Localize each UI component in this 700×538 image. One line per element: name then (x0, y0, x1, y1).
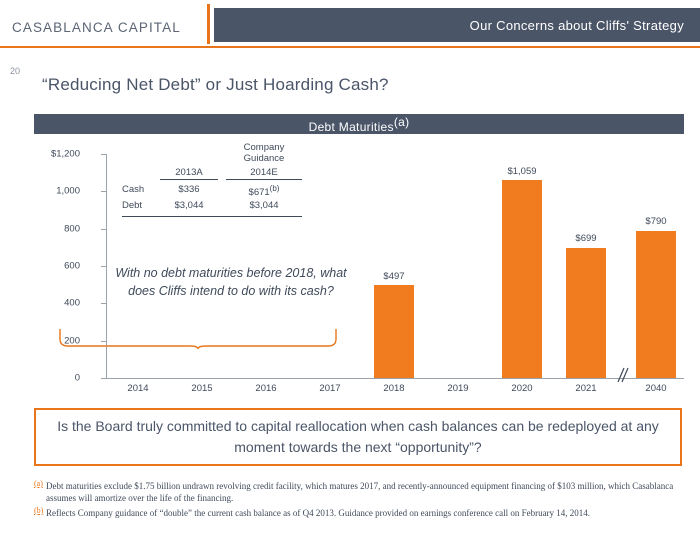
annotation-brace (54, 327, 344, 349)
x-tick-label-2014: 2014 (127, 383, 149, 394)
footnotes (34, 480, 684, 522)
table-cell-cash-2013a: $336 (178, 184, 200, 195)
page-title: “Reducing Net Debt” or Just Hoarding Cash? (42, 75, 389, 94)
table-bottom-rule (122, 216, 302, 217)
bar-label-2021: $699 (575, 233, 597, 244)
header-divider (207, 4, 210, 44)
y-tick-label: 0 (74, 372, 80, 384)
callout-text: Is the Board truly committed to capital reallocation when cash balances can be redeployed at any moment towards the next “opportunity”? (57, 418, 659, 455)
bar-2020 (502, 180, 542, 378)
bar-label-2040: $790 (645, 216, 667, 227)
table-col-header-2014e: 2014E (226, 167, 302, 180)
bar-label-2020: $1,059 (507, 166, 537, 177)
footnote-a-text: Debt maturities exclude $1.75 billion undrawn revolving credit facility, which matures 2017, and recently-announced equipment financing of $103 million, which Casablanca assumes will amortize over the life of the financing. (46, 481, 674, 503)
x-tick-label-2018: 2018 (383, 383, 405, 394)
chart-title-footnote-mark: (a) (393, 114, 410, 129)
bar-2040 (636, 231, 676, 379)
bar-label-2018: $497 (383, 271, 405, 282)
x-tick-label-2040: 2040 (645, 383, 667, 394)
table-cell-cash-2014e-footnote-mark: (b) (269, 184, 280, 193)
section-banner (214, 8, 700, 42)
footnote-b-text: Reflects Company guidance of “double” the current cash balance as of Q4 2013. Guidance provided on earnings conference call on February 14, 2014. (46, 508, 591, 518)
bar-2018 (374, 285, 414, 378)
company-logo (0, 10, 205, 44)
chart-annotation: With no debt maturities before 2018, what does Cliffs intend to do with its cash? (115, 266, 347, 298)
y-tick-label: 400 (64, 297, 80, 309)
y-tick-label: $1,200 (50, 148, 80, 160)
y-tick-label: 200 (64, 335, 80, 347)
x-tick-label-2020: 2020 (511, 383, 533, 394)
x-tick-label-2015: 2015 (191, 383, 213, 394)
page-number: 20 (10, 66, 21, 76)
table-guidance-header: Company Guidance (243, 142, 285, 164)
callout-box (34, 408, 682, 466)
footnote-a-mark: (a) (34, 479, 43, 488)
chart-title-banner (34, 114, 684, 134)
table-cell-debt-2014e: $3,044 (249, 200, 279, 211)
table-row-label-debt: Debt (122, 200, 143, 211)
chart-title (309, 115, 410, 134)
table-cell-cash-2014e-value: $671 (248, 187, 270, 199)
x-tick-label-2017: 2017 (319, 383, 341, 394)
footnote-b-mark: (b) (34, 506, 44, 515)
slide-header (0, 0, 700, 48)
x-tick-label-2016: 2016 (255, 383, 277, 394)
footnote-b (34, 507, 684, 519)
x-tick-label-2021: 2021 (575, 383, 597, 394)
table-cell-cash-2014e (226, 184, 302, 198)
footnote-a (34, 480, 684, 504)
header-accent-rule (0, 46, 700, 48)
chart-title-text: Debt Maturities (308, 119, 394, 134)
section-title: Our Concerns about Cliffs' Strategy (469, 17, 684, 33)
y-tick-label: 600 (64, 260, 80, 272)
x-tick-label-2019: 2019 (447, 383, 469, 394)
debt-maturities-chart (34, 142, 684, 397)
table-row-label-cash: Cash (122, 184, 145, 195)
y-tick-label: 1,000 (56, 185, 80, 197)
x-axis (106, 378, 684, 379)
company-name: CASABLANCA CAPITAL (12, 19, 181, 35)
table-col-header-2013a: 2013A (160, 167, 218, 180)
bar-2021 (566, 248, 606, 379)
table-cell-debt-2013a: $3,044 (174, 200, 204, 211)
y-tick-label: 800 (64, 223, 80, 235)
